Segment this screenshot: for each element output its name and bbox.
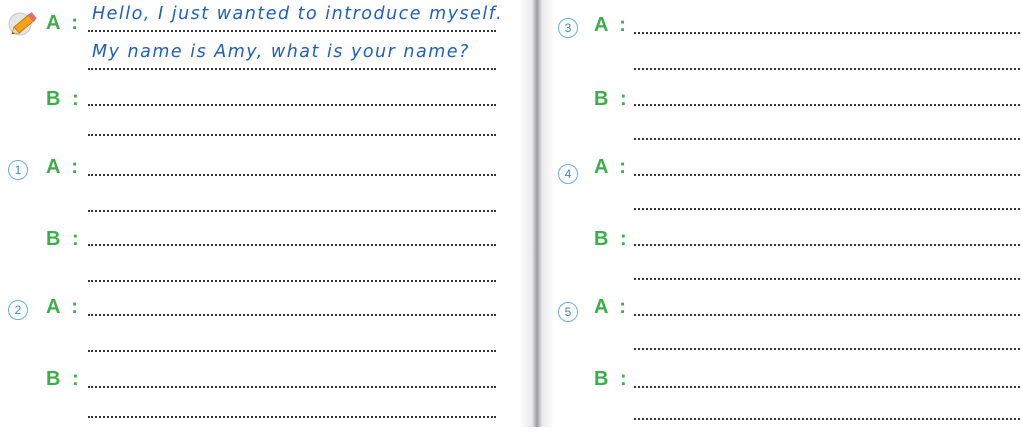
book-spine bbox=[520, 0, 554, 427]
answer-line[interactable] bbox=[634, 348, 1020, 350]
dialogue-1 bbox=[8, 150, 508, 290]
speaker-b-label: B : bbox=[46, 228, 82, 250]
answer-line[interactable] bbox=[634, 314, 1020, 316]
speaker-a-label: A : bbox=[594, 156, 629, 178]
item-number-1: 1 bbox=[8, 160, 28, 180]
speaker-a-label: A : bbox=[46, 296, 81, 318]
pencil-icon bbox=[6, 8, 44, 38]
item-number-4: 4 bbox=[558, 164, 578, 184]
answer-line[interactable] bbox=[88, 416, 496, 418]
example-dialogue bbox=[8, 0, 508, 140]
answer-line[interactable] bbox=[634, 174, 1020, 176]
speaker-a-label: A : bbox=[46, 156, 81, 178]
speaker-b-label: B : bbox=[46, 88, 82, 110]
speaker-a-label: A : bbox=[46, 12, 81, 34]
answer-line[interactable] bbox=[88, 244, 496, 246]
answer-line[interactable] bbox=[634, 208, 1020, 210]
dialogue-2 bbox=[8, 290, 508, 430]
dialogue-5 bbox=[558, 292, 1020, 432]
item-number-3: 3 bbox=[558, 18, 578, 38]
answer-line[interactable] bbox=[88, 386, 496, 388]
answer-line[interactable] bbox=[634, 278, 1020, 280]
answer-line[interactable] bbox=[634, 138, 1020, 140]
answer-line[interactable] bbox=[634, 418, 1020, 420]
speaker-a-label: A : bbox=[594, 296, 629, 318]
example-sentence-1: Hello, I just wanted to introduce myself. bbox=[92, 4, 504, 24]
speaker-b-label: B : bbox=[594, 88, 630, 110]
answer-line[interactable] bbox=[634, 386, 1020, 388]
answer-line[interactable] bbox=[634, 104, 1020, 106]
answer-line[interactable] bbox=[88, 30, 496, 32]
speaker-b-label: B : bbox=[594, 368, 630, 390]
dialogue-4 bbox=[558, 152, 1020, 292]
answer-line[interactable] bbox=[88, 314, 496, 316]
speaker-b-label: B : bbox=[594, 228, 630, 250]
speaker-a-label: A : bbox=[594, 14, 629, 36]
answer-line[interactable] bbox=[634, 32, 1020, 34]
dialogue-3 bbox=[558, 12, 1020, 152]
answer-line[interactable] bbox=[88, 134, 496, 136]
answer-line[interactable] bbox=[88, 350, 496, 352]
answer-line[interactable] bbox=[88, 210, 496, 212]
answer-line[interactable] bbox=[634, 68, 1020, 70]
answer-line[interactable] bbox=[634, 244, 1020, 246]
answer-line[interactable] bbox=[88, 68, 496, 70]
item-number-2: 2 bbox=[8, 300, 28, 320]
example-sentence-2: My name is Amy, what is your name? bbox=[92, 42, 470, 62]
answer-line[interactable] bbox=[88, 104, 496, 106]
speaker-b-label: B : bbox=[46, 368, 82, 390]
answer-line[interactable] bbox=[88, 280, 496, 282]
answer-line[interactable] bbox=[88, 174, 496, 176]
item-number-5: 5 bbox=[558, 302, 578, 322]
